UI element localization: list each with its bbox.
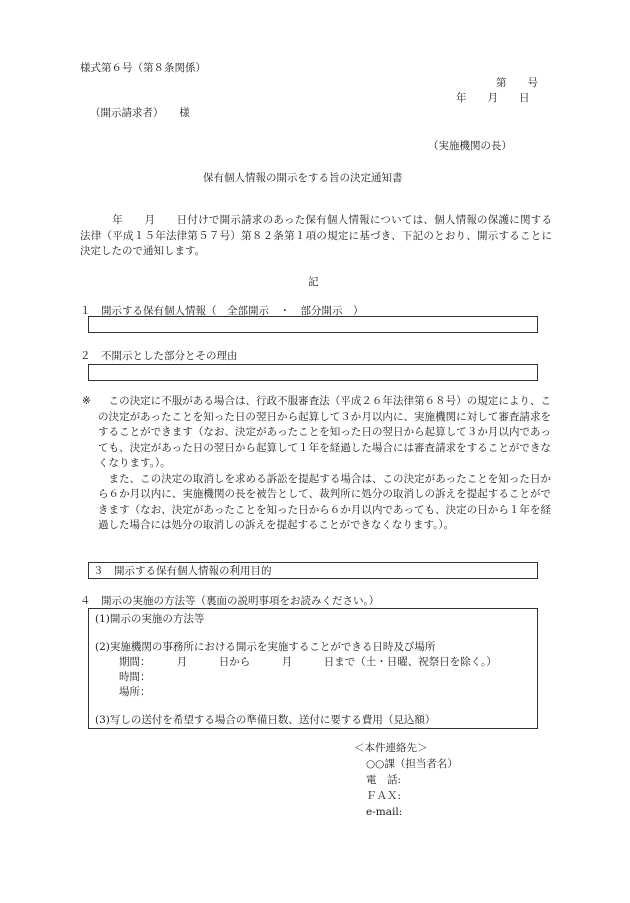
contact-title: ＜本件連絡先＞	[354, 742, 428, 754]
section-4-label: ４ 開示の実施の方法等（裏面の説明事項をお読みください。）	[80, 595, 380, 607]
agency-head: （実施機関の長）	[428, 140, 512, 152]
section-1-label: １ 開示する保有個人情報（ 全部開示 ・ 部分開示 ）	[80, 305, 364, 317]
ki-heading: 記	[308, 276, 319, 288]
contact-email: e-mail:	[366, 806, 403, 818]
intro-paragraph: 年 月 日付けで開示請求のあった保有個人情報については、個人情報の保護に関する法律（平成１５年法律第５７号）第８２条第１項の規定に基づき、下記のとおり、開示することに決定したので通知します。	[80, 214, 552, 257]
note-paragraph-2: また、この決定の取消しを求める訴訟を提起する場合は、この決定があったことを知った日から６か月以内に、実施機関の長を被告として、裁判所に処分の取消しの訴えを提起することができます（なお、決定があったことを知った日から６か月以内であっても、決定の日から１年を経過した場合には処分の取消しの訴えを提起することができなくなります。）。	[98, 472, 551, 531]
note-paragraph-1: この決定に不服がある場合は、行政不服審査法（平成２６年法律第６８号）の規定により、この決定があったことを知った日の翌日から起算して３か月以内に、実施機関に対して審査請求をすることができます（なお、決定があったことを知った日の翌日から起算して３か月以内であっても、決定があった日の翌日から起算して１年を経過した場合には審査請求をすることができなくなります。）。	[98, 395, 551, 469]
contact-fax: ＦＡＸ:	[366, 790, 402, 802]
section-4-item-2: (2)実施機関の事務所における開示を実施することができる日時及び場所	[95, 641, 436, 653]
section-1-box	[88, 316, 538, 333]
section-4-place: 場所：	[119, 686, 151, 698]
section-4-box	[88, 608, 538, 729]
note-mark: ※	[82, 395, 91, 407]
section-4-item-3: (3)写しの送付を希望する場合の準備日数、送付に要する費用（見込額）	[95, 714, 436, 726]
contact-phone: 電 話:	[366, 774, 402, 786]
note-body	[98, 394, 551, 534]
recipient-name: （開示請求者） 様	[90, 107, 190, 119]
section-3-label: ３ 開示する保有個人情報の利用目的	[93, 565, 272, 577]
section-3-box	[88, 562, 538, 579]
section-4-item-1: (1)開示の実施の方法等	[95, 613, 205, 625]
section-4-time: 時間：	[119, 671, 151, 683]
section-2-label: ２ 不開示とした部分とその理由	[80, 350, 238, 362]
document-title: 保有個人情報の開示をする旨の決定通知書	[203, 172, 403, 184]
contact-department: ○○課（担当者名）	[366, 758, 458, 770]
document-number: 第 号	[496, 77, 538, 89]
document-date: 年 月 日	[456, 92, 530, 104]
section-4-period: 期間： 月 日から 月 日まで（土・日曜、祝祭日を除く。）	[119, 656, 497, 668]
section-2-box	[88, 364, 538, 381]
form-label: 様式第６号（第８条関係）	[80, 62, 206, 74]
